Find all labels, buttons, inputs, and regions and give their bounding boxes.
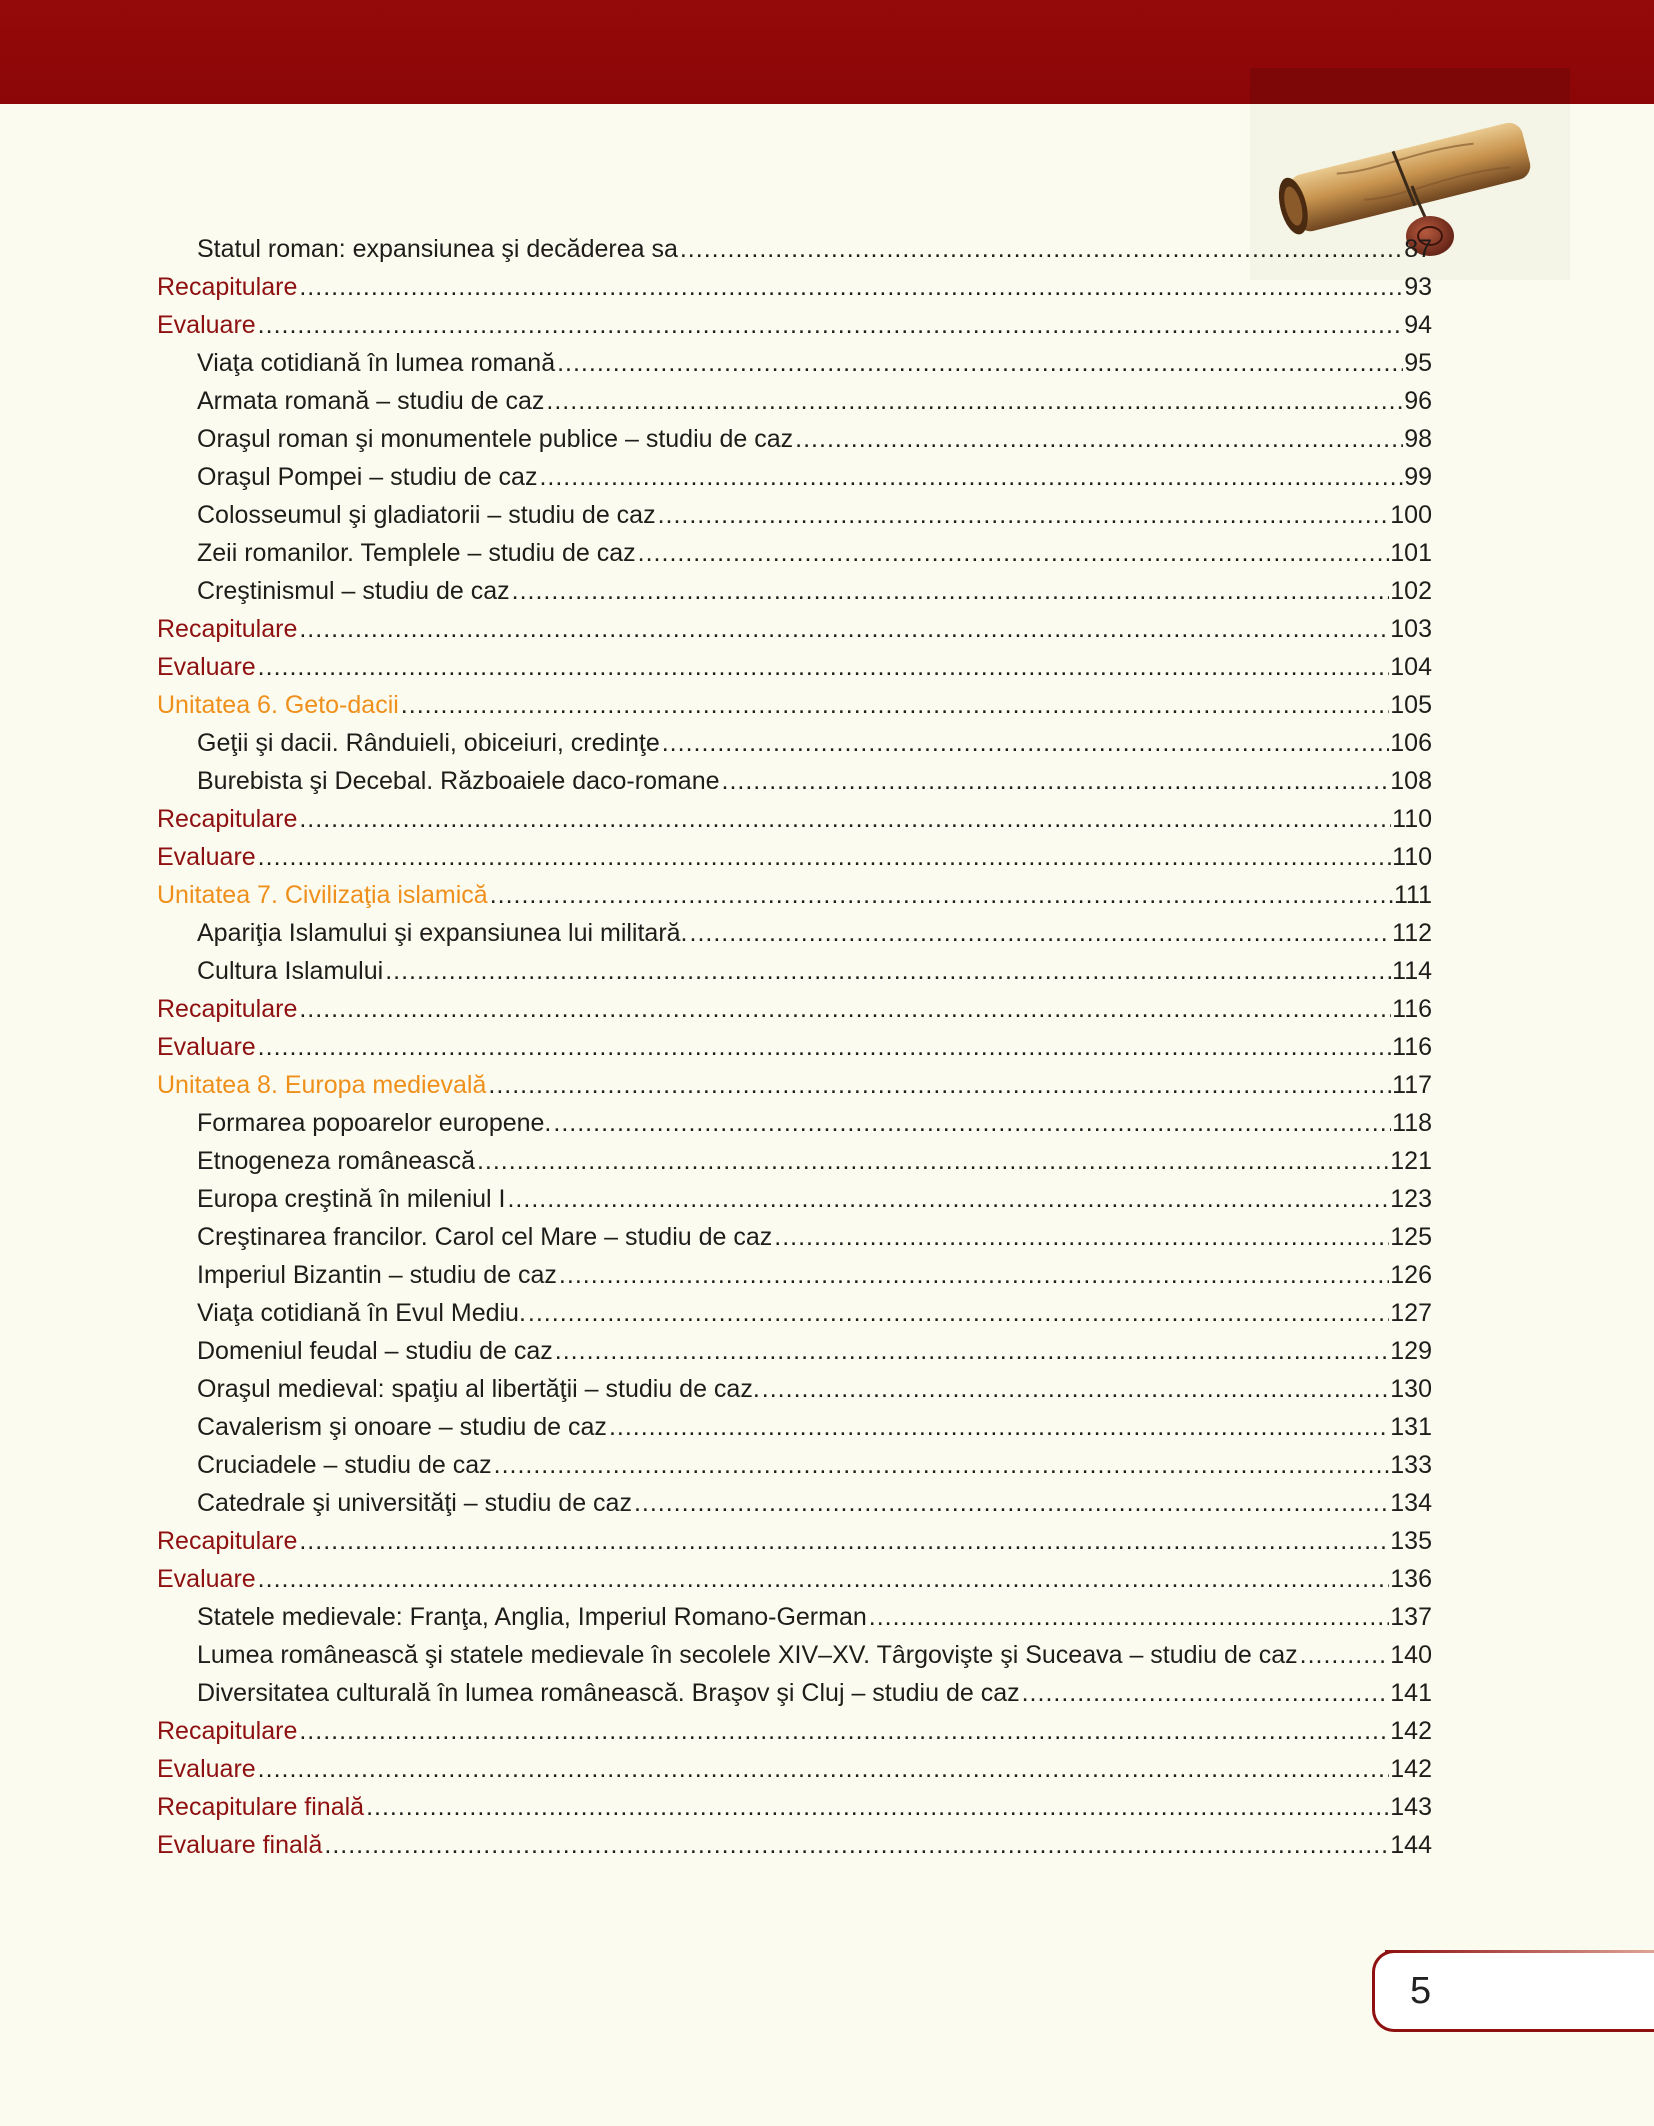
toc-dot-leader — [258, 1560, 1390, 1598]
toc-dot-leader — [1300, 1636, 1390, 1674]
toc-entry-title: Viaţa cotidiană în lumea romană — [197, 349, 556, 377]
toc-entry-title: Statul roman: expansiunea şi decăderea sa — [197, 235, 678, 263]
toc-entry-page: 129 — [1390, 1337, 1432, 1365]
toc-entry-page: 110 — [1392, 843, 1432, 871]
toc-entry-title: Lumea românească şi statele medievale în secolele XIV–XV. Târgovişte şi Suceava – studiu de caz — [197, 1641, 1298, 1669]
toc-entry-title: Recapitulare finală — [157, 1793, 365, 1821]
toc-entry[interactable] — [157, 648, 1432, 686]
toc-dot-leader — [299, 990, 1391, 1028]
toc-entry[interactable] — [157, 1370, 1432, 1408]
toc-entry[interactable] — [157, 952, 1432, 990]
toc-entry-title: Diversitatea culturală în lumea românească. Braşov şi Cluj – studiu de caz — [197, 1679, 1020, 1707]
toc-dot-leader — [609, 1408, 1389, 1446]
toc-entry-page: 142 — [1390, 1717, 1432, 1745]
toc-entry-title: Oraşul Pompei – studiu de caz — [197, 463, 538, 491]
toc-entry-page: 100 — [1390, 501, 1432, 529]
toc-entry[interactable] — [157, 1560, 1432, 1598]
toc-entry[interactable] — [157, 1028, 1432, 1066]
toc-dot-leader — [634, 1484, 1389, 1522]
toc-dot-leader — [690, 914, 1392, 952]
toc-entry[interactable] — [157, 1446, 1432, 1484]
toc-dot-leader — [258, 306, 1404, 344]
toc-entry-title: Viaţa cotidiană în Evul Mediu. — [197, 1299, 526, 1327]
toc-dot-leader — [795, 420, 1403, 458]
toc-entry[interactable] — [157, 1750, 1432, 1788]
toc-entry[interactable] — [157, 1256, 1432, 1294]
toc-dot-leader — [553, 1104, 1391, 1142]
toc-entry-title: Cavalerism şi onoare – studiu de caz — [197, 1413, 607, 1441]
toc-entry[interactable] — [157, 1674, 1432, 1712]
toc-dot-leader — [555, 1332, 1390, 1370]
toc-dot-leader — [680, 230, 1403, 268]
toc-dot-leader — [507, 1180, 1389, 1218]
toc-entry[interactable] — [157, 800, 1432, 838]
toc-entry-title: Cultura Islamului — [197, 957, 384, 985]
toc-entry-title: Evaluare — [157, 653, 256, 681]
toc-entry-page: 105 — [1390, 691, 1432, 719]
toc-entry[interactable] — [157, 838, 1432, 876]
toc-dot-leader — [512, 572, 1390, 610]
toc-entry[interactable] — [157, 1522, 1432, 1560]
toc-dot-leader — [722, 762, 1390, 800]
toc-entry-page: 131 — [1390, 1413, 1432, 1441]
toc-entry[interactable] — [157, 1712, 1432, 1750]
toc-entry-title: Evaluare — [157, 1755, 256, 1783]
toc-entry[interactable] — [157, 1218, 1432, 1256]
toc-dot-leader — [385, 952, 1391, 990]
toc-dot-leader — [557, 344, 1403, 382]
toc-dot-leader — [762, 1370, 1390, 1408]
toc-entry-title: Recapitulare — [157, 615, 298, 643]
toc-dot-leader — [490, 876, 1393, 914]
toc-entry-page: 121 — [1390, 1147, 1432, 1175]
toc-entry[interactable] — [157, 990, 1432, 1028]
toc-dot-leader — [638, 534, 1390, 572]
toc-entry-page: 143 — [1390, 1793, 1432, 1821]
toc-dot-leader — [539, 458, 1403, 496]
toc-dot-leader — [299, 1522, 1389, 1560]
toc-entry-page: 94 — [1404, 311, 1432, 339]
toc-entry[interactable] — [157, 534, 1432, 572]
toc-entry-title: Evaluare finală — [157, 1831, 323, 1859]
toc-entry-title: Geţii şi dacii. Rânduieli, obiceiuri, credinţe — [197, 729, 660, 757]
toc-entry[interactable] — [157, 1104, 1432, 1142]
toc-dot-leader — [258, 648, 1390, 686]
toc-entry-page: 142 — [1390, 1755, 1432, 1783]
toc-entry-title: Recapitulare — [157, 273, 298, 301]
toc-dot-leader — [1022, 1674, 1390, 1712]
toc-entry[interactable] — [157, 1142, 1432, 1180]
toc-entry-page: 123 — [1390, 1185, 1432, 1213]
toc-entry[interactable] — [157, 1180, 1432, 1218]
toc-entry-page: 136 — [1390, 1565, 1432, 1593]
toc-entry-page: 93 — [1404, 273, 1432, 301]
toc-entry-title: Recapitulare — [157, 805, 298, 833]
toc-entry-page: 112 — [1392, 919, 1432, 947]
toc-dot-leader — [658, 496, 1390, 534]
toc-dot-leader — [869, 1598, 1390, 1636]
toc-entry-page: 96 — [1404, 387, 1432, 415]
toc-entry-title: Armata romană – studiu de caz — [197, 387, 545, 415]
toc-entry-title: Oraşul roman şi monumentele publice – studiu de caz — [197, 425, 794, 453]
toc-entry-page: 118 — [1392, 1109, 1432, 1137]
toc-entry-page: 101 — [1390, 539, 1432, 567]
toc-dot-leader — [401, 686, 1389, 724]
toc-entry-page: 133 — [1390, 1451, 1432, 1479]
toc-entry-page: 137 — [1390, 1603, 1432, 1631]
toc-entry[interactable] — [157, 458, 1432, 496]
toc-entry-title: Statele medievale: Franţa, Anglia, Imperiul Romano-German — [197, 1603, 867, 1631]
toc-entry[interactable] — [157, 268, 1432, 306]
toc-entry-page: 99 — [1404, 463, 1432, 491]
toc-dot-leader — [258, 838, 1391, 876]
toc-entry-title: Apariţia Islamului şi expansiunea lui militară. — [197, 919, 688, 947]
toc-entry-page: 106 — [1390, 729, 1432, 757]
toc-entry-page: 127 — [1390, 1299, 1432, 1327]
toc-entry[interactable] — [157, 1826, 1432, 1864]
toc-entry-page: 102 — [1390, 577, 1432, 605]
toc-dot-leader — [488, 1066, 1391, 1104]
toc-dot-leader — [366, 1788, 1389, 1826]
toc-entry-title: Catedrale şi universităţi – studiu de caz — [197, 1489, 632, 1517]
toc-entry[interactable] — [157, 724, 1432, 762]
toc-entry[interactable] — [157, 686, 1432, 724]
toc-entry-title: Formarea popoarelor europene. — [197, 1109, 552, 1137]
toc-entry-page: 95 — [1404, 349, 1432, 377]
toc-entry-page: 114 — [1392, 957, 1432, 985]
toc-entry[interactable] — [157, 382, 1432, 420]
toc-entry-page: 134 — [1390, 1489, 1432, 1517]
toc-entry-title: Evaluare — [157, 1033, 256, 1061]
toc-entry[interactable] — [157, 1332, 1432, 1370]
toc-entry[interactable] — [157, 1484, 1432, 1522]
toc-entry-page: 140 — [1390, 1641, 1432, 1669]
toc-entry[interactable] — [157, 876, 1432, 914]
toc-entry[interactable] — [157, 1066, 1432, 1104]
toc-dot-leader — [494, 1446, 1390, 1484]
toc-dot-leader — [299, 610, 1389, 648]
toc-entry[interactable] — [157, 572, 1432, 610]
toc-entry-title: Etnogeneza românească — [197, 1147, 475, 1175]
toc-entry-page: 144 — [1390, 1831, 1432, 1859]
toc-entry[interactable] — [157, 306, 1432, 344]
toc-dot-leader — [559, 1256, 1389, 1294]
toc-entry-page: 141 — [1390, 1679, 1432, 1707]
toc-entry[interactable] — [157, 1294, 1432, 1332]
toc-entry[interactable] — [157, 762, 1432, 800]
toc-entry-title: Zeii romanilor. Templele – studiu de caz — [197, 539, 636, 567]
toc-entry-title: Recapitulare — [157, 1527, 298, 1555]
toc-entry-page: 103 — [1390, 615, 1432, 643]
toc-entry[interactable] — [157, 610, 1432, 648]
toc-dot-leader — [662, 724, 1390, 762]
toc-entry-title: Creştinismul – studiu de caz — [197, 577, 510, 605]
toc-entry[interactable] — [157, 230, 1432, 268]
toc-entry-title: Europa creştină în mileniul I — [197, 1185, 506, 1213]
toc-entry-page: 126 — [1390, 1261, 1432, 1289]
toc-entry[interactable] — [157, 1636, 1432, 1674]
toc-entry-page: 135 — [1390, 1527, 1432, 1555]
toc-dot-leader — [258, 1028, 1391, 1066]
toc-entry-page: 110 — [1392, 805, 1432, 833]
toc-dot-leader — [528, 1294, 1389, 1332]
toc-dot-leader — [774, 1218, 1389, 1256]
toc-entry-title: Imperiul Bizantin – studiu de caz — [197, 1261, 557, 1289]
toc-entry-page: 117 — [1392, 1071, 1432, 1099]
toc-entry-title: Oraşul medieval: spaţiu al libertăţii – studiu de caz. — [197, 1375, 760, 1403]
toc-entry-title: Unitatea 8. Europa medievală — [157, 1071, 487, 1099]
toc-entry[interactable] — [157, 496, 1432, 534]
toc-entry[interactable] — [157, 1788, 1432, 1826]
table-of-contents — [157, 230, 1432, 1864]
toc-entry-page: 125 — [1390, 1223, 1432, 1251]
toc-entry-title: Unitatea 6. Geto-dacii — [157, 691, 399, 719]
toc-entry-title: Recapitulare — [157, 1717, 298, 1745]
toc-entry-page: 130 — [1390, 1375, 1432, 1403]
toc-entry-page: 116 — [1392, 1033, 1432, 1061]
toc-entry-page: 111 — [1393, 881, 1432, 909]
toc-entry-page: 87 — [1404, 235, 1432, 263]
toc-dot-leader — [546, 382, 1403, 420]
toc-entry-title: Recapitulare — [157, 995, 298, 1023]
page-number: 5 — [1410, 1970, 1432, 2012]
toc-dot-leader — [258, 1750, 1390, 1788]
toc-entry[interactable] — [157, 1408, 1432, 1446]
toc-entry-title: Evaluare — [157, 311, 256, 339]
toc-entry-page: 98 — [1404, 425, 1432, 453]
toc-entry[interactable] — [157, 914, 1432, 952]
toc-entry-title: Cruciadele – studiu de caz — [197, 1451, 492, 1479]
toc-entry[interactable] — [157, 1598, 1432, 1636]
toc-entry-title: Colosseumul şi gladiatorii – studiu de caz — [197, 501, 656, 529]
toc-entry-title: Evaluare — [157, 843, 256, 871]
toc-entry-title: Creştinarea francilor. Carol cel Mare – studiu de caz — [197, 1223, 773, 1251]
toc-entry-page: 116 — [1392, 995, 1432, 1023]
toc-entry-page: 108 — [1390, 767, 1432, 795]
toc-entry-title: Domeniul feudal – studiu de caz — [197, 1337, 553, 1365]
toc-entry[interactable] — [157, 344, 1432, 382]
toc-dot-leader — [299, 268, 1403, 306]
toc-entry-title: Evaluare — [157, 1565, 256, 1593]
toc-entry-page: 104 — [1390, 653, 1432, 681]
toc-dot-leader — [299, 1712, 1389, 1750]
page-number-tab — [1372, 1950, 1654, 2032]
toc-entry-title: Unitatea 7. Civilizaţia islamică — [157, 881, 488, 909]
toc-dot-leader — [299, 800, 1391, 838]
toc-entry[interactable] — [157, 420, 1432, 458]
toc-entry-title: Burebista şi Decebal. Războaiele daco-romane — [197, 767, 720, 795]
toc-dot-leader — [477, 1142, 1389, 1180]
toc-dot-leader — [324, 1826, 1389, 1864]
